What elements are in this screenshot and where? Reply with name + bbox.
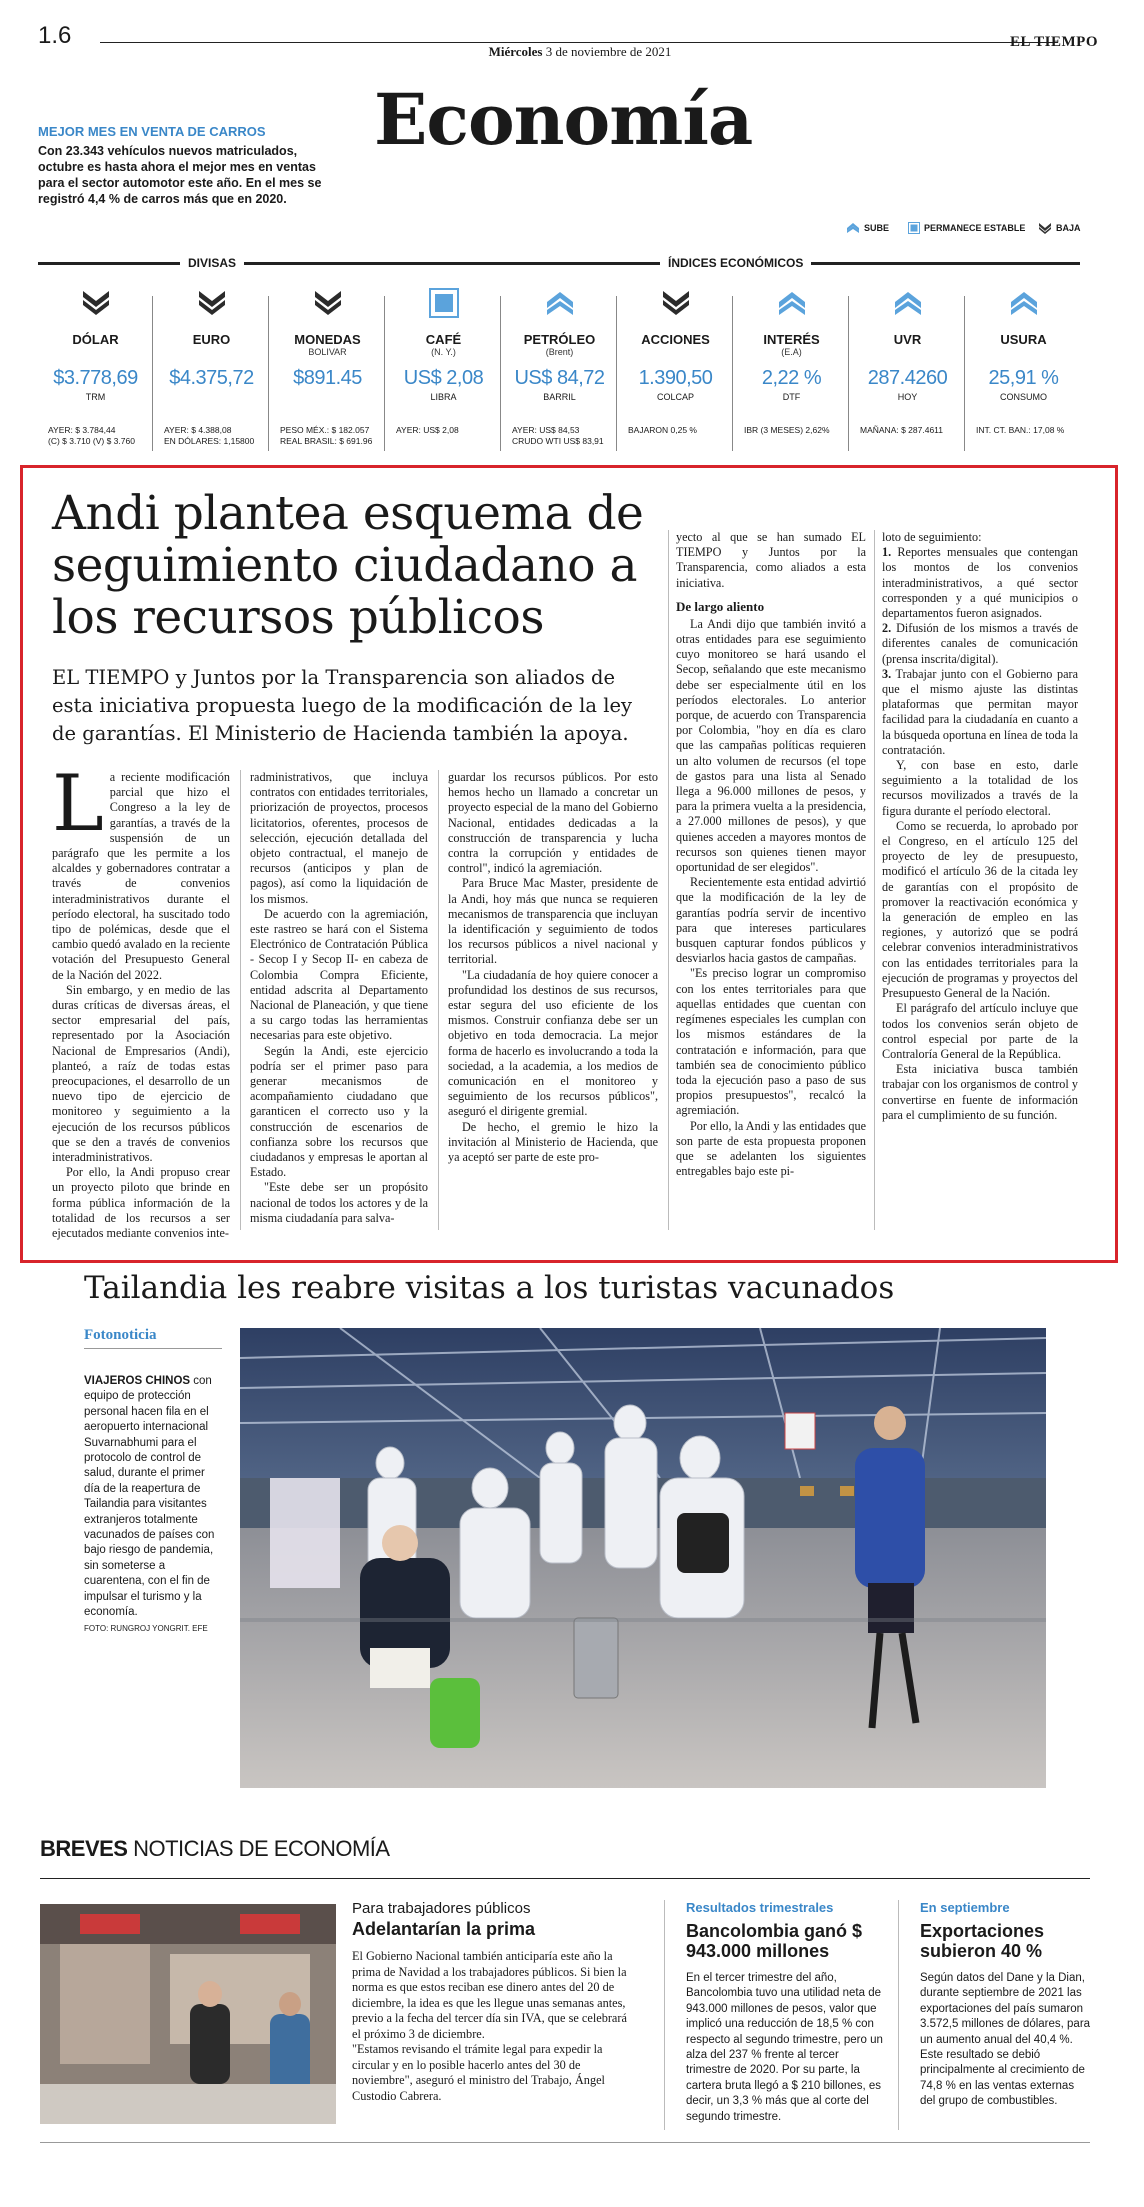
market-indicator: [502, 288, 617, 402]
trend-up-icon: [893, 288, 923, 318]
trend-up-icon: [777, 288, 807, 318]
indicator-note: [860, 425, 968, 436]
newspaper-name[interactable]: EL TIEMPO: [1010, 34, 1098, 50]
indicator-value: US$ 84,72: [514, 367, 605, 389]
market-indicator: [386, 288, 501, 402]
column-divider: [874, 530, 875, 1230]
indicator-sub: [618, 347, 733, 357]
col5-p3: Como se recuerda, lo aprobado por el Congreso, en el artículo 125 del proyecto de ley de presupuesto, modificó el artículo 36 de la citada ley de garantías con el propósito de promover la reactivación económica y la generación de empleo en las regiones, y autorizó que se podrá celebrar convenios interadministrativos con las entidades territoriales para la ejecución de programas y proyectos del Presupuesto General de la Nación.: [882, 818, 1078, 1001]
indicator-name: USURA: [1000, 332, 1047, 347]
indicator-note: [164, 425, 272, 447]
trend-down-icon: [661, 288, 691, 318]
indicator-divider: [964, 296, 965, 451]
indicator-note-line: MAÑANA: $ 287.4611: [860, 425, 943, 435]
brief-kicker: En septiembre: [920, 1900, 1010, 1915]
brief-body: Según datos del Dane y la Dian, durante septiembre de 2021 las exportaciones del país sumaron 3.572,5 millones de dólares, para un aumento anual del 40,4 %. Este resultado se debió principalmente al crecimiento de 74,8 % en las ventas externas del grupo de combustibles.: [920, 1972, 1091, 2108]
indicator-name: UVR: [893, 332, 922, 347]
list-text: Trabajar junto con el Gobierno para que el mismo ajuste las distintas plataformas que permitan mayor facilidad para la ciudadanía en cuanto a la búsqueda oportuna en línea de toda la contratación.: [882, 666, 1078, 757]
indicator-note-line: AYER: US$ 84,53: [512, 425, 580, 435]
indicator-unit: CONSUMO: [1000, 392, 1047, 402]
indicator-note-line: AYER: US$ 2,08: [396, 425, 459, 435]
trend-up-icon: [846, 222, 860, 234]
article-subhead: De largo aliento: [676, 598, 765, 614]
indicator-note: [628, 425, 736, 436]
date-rest: 3 de noviembre de 2021: [542, 44, 672, 59]
legend-up: [846, 222, 889, 234]
indicator-divider: [616, 296, 617, 451]
article-headline: Andi plantea esquema de seguimiento ciudadano a los recursos públicos: [52, 486, 644, 645]
page-bottom-rule: [40, 2142, 1090, 2143]
indicator-name: PETRÓLEO: [523, 332, 596, 347]
indicator-value: 287.4260: [867, 367, 948, 389]
col2-p2: De acuerdo con la agremiación, este rastreo se hará con el Sistema Electrónico de Contratación Pública - Secop I y Secop II- en cabeza de Colombia Compra Eficiente, entidad adscrita al Departamento Nacional de Planeación, y que tiene a su cargo todas las herramientas necesarias para este objetivo.: [250, 906, 428, 1043]
date-weekday: Miércoles: [488, 44, 543, 59]
drop-cap: L: [52, 759, 104, 849]
caption-text: con equipo de protección personal hacen fila en el aeropuerto internacional Suvarnabhumi para el protocolo de control de salud, durante el primer día de la reapertura de Tailandia para visitantes extranjeros totalmente vacunados de países con bajo riesgo de pandemia, sin someterse a cuarentena, con el fin de impulsar el turismo y la economía.: [84, 1375, 215, 1619]
article-column-3: [448, 770, 658, 1165]
indicator-unit: COLCAP: [656, 392, 694, 402]
col5-p4: El parágrafo del artículo incluye que todos los convenios serán objeto de control especial por parte de la Contraloría General de la República.: [882, 1001, 1078, 1061]
list-item: [882, 667, 1078, 758]
indicator-value: 1.390,50: [638, 367, 713, 389]
trend-down-icon: [1038, 222, 1052, 234]
indicator-note-line: PESO MÉX.: $ 182.057: [280, 425, 370, 435]
col4-p5: Por ello, la Andi y las entidades que son parte de esta propuesta proponen que se adelanten los siguientes entregables bajo este pi-: [676, 1118, 866, 1179]
photo-story-headline: Tailandia les reabre visitas a los turistas vacunados: [84, 1270, 895, 1306]
trend-down-icon: [197, 288, 227, 318]
indicator-unit: TRM: [85, 392, 106, 402]
kicker-body: Con 23.343 vehículos nuevos matriculados, octubre es hasta ahora el mejor mes en ventas para el sector automotor este año. En el mes se registró 4,4 % de carros más que en 2020.: [38, 144, 322, 206]
brief-body: El Gobierno Nacional también anticiparía este año la prima de Navidad a los trabajadores públicos. Si bien la norma es que estos reciban ese dinero antes del 20 de diciembre, la idea es que les llegue unas semanas antes, previo a la fecha del tercer día sin IVA, que se celebrará el próximo 3 de diciembre.: [352, 1949, 627, 2041]
legend-down-label: BAJA: [1056, 223, 1081, 233]
indicator-sub: [154, 347, 269, 357]
breves-label-rest: NOTICIAS DE ECONOMÍA: [127, 1836, 390, 1861]
indicator-note: [744, 425, 852, 436]
indicator-sub: [850, 347, 965, 357]
col2-p1: radministrativos, que incluya contratos con entidades territoriales, priorización de proyectos, procesos licitatorios, oferentes, procesos de selección, ejecución detallada del objeto contractual, el manejo de recursos (anticipos y plan de pagos), así como la liquidación de los mismos.: [250, 770, 428, 906]
brief-body: "Estamos revisando el trámite legal para expedir la circular y en lo posible hacerlo antes del 30 de noviembre", aseguró el ministro del Trabajo, Ángel Custodio Cabrera.: [352, 2042, 605, 2103]
col1-p3: Por ello, la Andi propuso crear un proyecto piloto que brinde en forma pública información de la totalidad de los recursos a ser ejecutados mediante convenios inte-: [52, 1165, 230, 1241]
trend-down-icon: [81, 288, 111, 318]
market-indicator: [154, 288, 269, 392]
indicator-value: $3.778,69: [53, 367, 138, 389]
brief-exportaciones: [920, 1900, 1092, 2110]
airport-photo-image: [240, 1328, 1046, 1788]
col5-p2: Y, con base en esto, darle seguimiento a la totalidad de los recursos movilizados a través de la figura durante el período electoral.: [882, 758, 1078, 818]
indicator-unit: LIBRA: [430, 392, 457, 402]
breves-rule: [40, 1878, 1090, 1879]
col3-p2: Para Bruce Mac Master, presidente de la Andi, hoy más que nunca se requieren mecanismos de transparencia que incluyan la identificación y seguimiento de todos los recursos públicos a nivel nacional y territorial.: [448, 876, 658, 967]
indicator-note-line: AYER: $ 3.784,44: [48, 425, 116, 435]
brief-kicker: Para trabajadores públicos: [352, 1900, 531, 1917]
photo-credit: FOTO: RUNGROJ YONGRIT. EFE: [84, 1623, 208, 1633]
trend-stable-icon: [908, 222, 920, 234]
column-divider: [668, 530, 669, 1230]
article-column-4: [676, 530, 866, 1179]
brief-bancolombia: [686, 1900, 886, 2125]
market-indicator: [966, 288, 1081, 402]
indicator-divider: [500, 296, 501, 451]
indicator-value: 25,91 %: [988, 367, 1059, 389]
indicator-unit: HOY: [897, 392, 918, 402]
col3-p3: "La ciudadanía de hoy quiere conocer a profundidad los destinos de sus recursos, estar segura del uso eficiente de los mismos. Construir confianza debe ser un objetivo en toda democracia. La mejor forma de hacerlo es involucrando a toda la sociedad, a la academia, a los medios de comunicación en el monitoreo y seguimiento de los recursos públicos", aseguró el dirigente gremial.: [448, 967, 658, 1119]
market-indicator: [618, 288, 733, 402]
col4-p1: yecto al que se han sumado EL TIEMPO y Juntos por la Transparencia, como aliados a esta iniciativa.: [676, 530, 866, 590]
indicator-name: MONEDAS: [294, 332, 361, 347]
article-lead-paragraph: [52, 759, 230, 983]
indices-label: ÍNDICES ECONÓMICOS: [660, 256, 811, 270]
indicator-note-line: IBR (3 MESES) 2,62%: [744, 425, 830, 435]
col2-p3: Según la Andi, este ejercicio podría ser el primer paso para generar mecanismos de acompañamiento ciudadano que garanticen el correcto uso y la construcción de escenarios de confianza sobre los recursos que ciudadanos y empresas le aportan al Estado.: [250, 1043, 428, 1180]
indicator-name: INTERÉS: [763, 332, 820, 347]
indicator-note: [280, 425, 388, 447]
legend-stable: [908, 222, 1025, 234]
indicator-value: US$ 2,08: [403, 367, 484, 389]
list-text: Difusión de los mismos a través de diferentes canales de comunicación (prensa inscrita/digital).: [882, 621, 1078, 666]
brief-title: Exportaciones subieron 40 %: [920, 1921, 1045, 1961]
indicator-sub: BOLIVAR: [308, 347, 347, 357]
column-divider: [240, 770, 241, 1230]
indicator-sub: [966, 347, 1081, 357]
trend-stable-icon: [429, 288, 459, 318]
legend-down: [1038, 222, 1081, 234]
caption-lead: VIAJEROS CHINOS: [84, 1375, 191, 1387]
airport-photo[interactable]: [240, 1328, 1046, 1788]
trend-down-icon: [313, 288, 343, 318]
trend-up-icon: [1009, 288, 1039, 318]
legend-stable-label: PERMANECE ESTABLE: [924, 223, 1026, 233]
indicator-divider: [848, 296, 849, 451]
market-indicator: [850, 288, 965, 402]
indicator-note: [976, 425, 1084, 436]
page-number: 1.6: [38, 22, 72, 49]
list-number: 1.: [882, 545, 892, 560]
indicator-unit: DTF: [782, 392, 801, 402]
breves-label-bold: BREVES: [40, 1836, 128, 1861]
indicator-name: DÓLAR: [72, 332, 119, 347]
indicator-value: 2,22 %: [761, 367, 822, 389]
col5-p5: Esta iniciativa busca también trabajar con los organismos de control y convertirse en fuente de información para el cumplimiento de su función.: [882, 1062, 1078, 1122]
issue-date: [430, 44, 730, 60]
market-indicator: [38, 288, 153, 402]
photo-caption: [84, 1374, 222, 1636]
list-item: [882, 545, 1078, 621]
col4-p4: "Es preciso lograr un compromiso con los entes territoriales para que aquellas entidades que cuentan con regímenes especiales les cumplan con los mismos estándares de la contratación e información, para que también sea de conocimiento público toda la ejecución paso a paso de sus propios presupuestos", recalcó la agremiación.: [676, 966, 866, 1118]
list-text: Reportes mensuales que contengan los montos de los convenios interadministrativos, a qué sector corresponden y a qué municipios o departamentos fueron asignados.: [882, 545, 1078, 621]
indicator-note-line: REAL BRASIL: $ 691.96: [280, 436, 373, 446]
indicator-sub: [38, 347, 153, 357]
col3-p4: De hecho, el gremio le hizo la invitación al Ministerio de Hacienda, que ya aceptó ser parte de este pro-: [448, 1119, 658, 1165]
divisas-label: DIVISAS: [180, 256, 244, 270]
indicator-note-line: INT. CT. BAN.: 17,08 %: [976, 425, 1065, 435]
indicator-note-line: EN DÓLARES: 1,15800: [164, 436, 255, 446]
list-item: [882, 621, 1078, 667]
indicator-sub: (E.A): [781, 347, 802, 357]
brief-title: Bancolombia ganó $ 943.000 millones: [686, 1921, 863, 1961]
market-indicator: [734, 288, 849, 402]
store-photo-image: [40, 1904, 336, 2124]
column-divider: [664, 1900, 665, 2130]
indicator-note-line: BAJARON 0,25 %: [628, 425, 697, 435]
col1-p2: Sin embargo, y en medio de las duras críticas de diversas áreas, el sector empresarial del país, representado por la Asociación Nacional de Empresarios (Andi), planteó, a raíz de todas estas preocupaciones, el desarrollo de un nuevo tipo de ejercicio de monitoreo y seguimiento a la ejecución de los recursos públicos que se den a través de convenios interadministrativos.: [52, 982, 230, 1165]
indicator-note-line: (C) $ 3.710 (V) $ 3.760: [48, 436, 135, 446]
photo-story-label: Fotonoticia: [84, 1327, 157, 1343]
indicator-unit: BARRIL: [543, 392, 576, 402]
indicator-sub: (Brent): [545, 347, 574, 357]
indicator-name: EURO: [192, 332, 231, 347]
indicator-value: $891.45: [293, 367, 362, 389]
col1-p1: a reciente modificación parcial que hizo el Congreso a la ley de garantías, a través de la suspensión de un parágrafo que les permite a los alcaldes y gobernadores contratar a través de convenios interadministrativos durante el período electoral, ha suscitado todo tipo de polémicas, desde que el cambio quedó avalado en la reciente votación del Presupuesto General de la Nación del 2022.: [52, 770, 230, 982]
article-column-1: [52, 759, 230, 1241]
brief-kicker: Resultados trimestrales: [686, 1900, 834, 1915]
section-title: Economía: [374, 78, 753, 161]
list-number: 3.: [882, 666, 892, 681]
col2-p4: "Este debe ser un propósito nacional de todos los actores y de la misma ciudadanía para salva-: [250, 1180, 428, 1225]
article-column-2: [250, 770, 428, 1226]
kicker-title: MEJOR MES EN VENTA DE CARROS: [38, 124, 266, 139]
brief-body: En el tercer trimestre del año, Bancolombia tuvo una utilidad neta de 943.000 millones de pesos, valor que implicó una reducción de 18,5 % con respecto al segundo trimestre, pero un alza del 237 % frente al tercer trimestre de 2020. Por su parte, la cartera bruta llegó a $ 210 billones, es decir, un 3,3 % más que al corte del segundo trimestre.: [686, 1972, 883, 2123]
indicator-divider: [732, 296, 733, 451]
header-rule: [100, 42, 1058, 43]
indicator-value: $4.375,72: [169, 367, 254, 389]
store-photo[interactable]: [40, 1904, 336, 2124]
indicator-sub: (N. Y.): [431, 347, 456, 357]
brief-prima: [352, 1900, 638, 2104]
trend-up-icon: [545, 288, 575, 318]
caption-rule: [84, 1348, 222, 1349]
col4-p3: Recientemente esta entidad advirtió que la modificación de la ley de garantías podría servir de incentivo para que intereses particulares busquen capturar fondos públicos y desviarlos hacia gastos de campañas.: [676, 875, 866, 966]
col4-p2: La Andi dijo que también invitó a otras entidades para ese seguimiento cuyo monitoreo se hará usando el Secop, señalando que este mecanismo debe ser especialmente útil en los períodos electorales. Lo anterior porque, de acuerdo con Transparencia por Colombia, "hoy en día es claro que las campañas políticas requieren un alto volumen de recursos (el tope de gastos para una lista al Senado llega a 96.000 millones de pesos, y para la primera vuelta a la presidencia, a 27.000 millones de pesos), y que quienes acceden a mayores montos de recursos son quienes tienen mayor oportunidad de ser elegidos".: [676, 616, 866, 875]
indicator-note-line: AYER: $ 4.388,08: [164, 425, 232, 435]
market-indicator: [270, 288, 385, 392]
col5-p1: loto de seguimiento:: [882, 530, 982, 544]
indicator-divider: [268, 296, 269, 451]
legend-up-label: SUBE: [864, 223, 890, 233]
column-divider: [898, 1900, 899, 2130]
indicator-note-line: CRUDO WTI US$ 83,91: [512, 436, 604, 446]
indicator-divider: [384, 296, 385, 451]
article-column-5: [882, 530, 1078, 1123]
indicator-note: [396, 425, 504, 436]
indicator-name: ACCIONES: [641, 332, 710, 347]
brief-title: Adelantarían la prima: [352, 1919, 536, 1939]
col3-p1: guardar los recursos públicos. Por esto hemos hecho un llamado a concretar un proyecto especial de la mano del Gobierno Nacional, entidades dedicadas a la construcción de transparencia y lucha contra la corrupción y entidades de control", indicó la agremiación.: [448, 770, 658, 876]
indicator-divider: [152, 296, 153, 451]
indicator-note: [48, 425, 156, 447]
article-deck: EL TIEMPO y Juntos por la Transparencia son aliados de esta iniciativa propuesta luego de la modificación de la ley de garantías. El Ministerio de Hacienda también la apoya.: [52, 666, 633, 745]
column-divider: [438, 770, 439, 1230]
list-number: 2.: [882, 621, 892, 636]
breves-label: [40, 1836, 390, 1862]
indicator-name: CAFÉ: [425, 332, 462, 347]
indicator-note: [512, 425, 620, 447]
